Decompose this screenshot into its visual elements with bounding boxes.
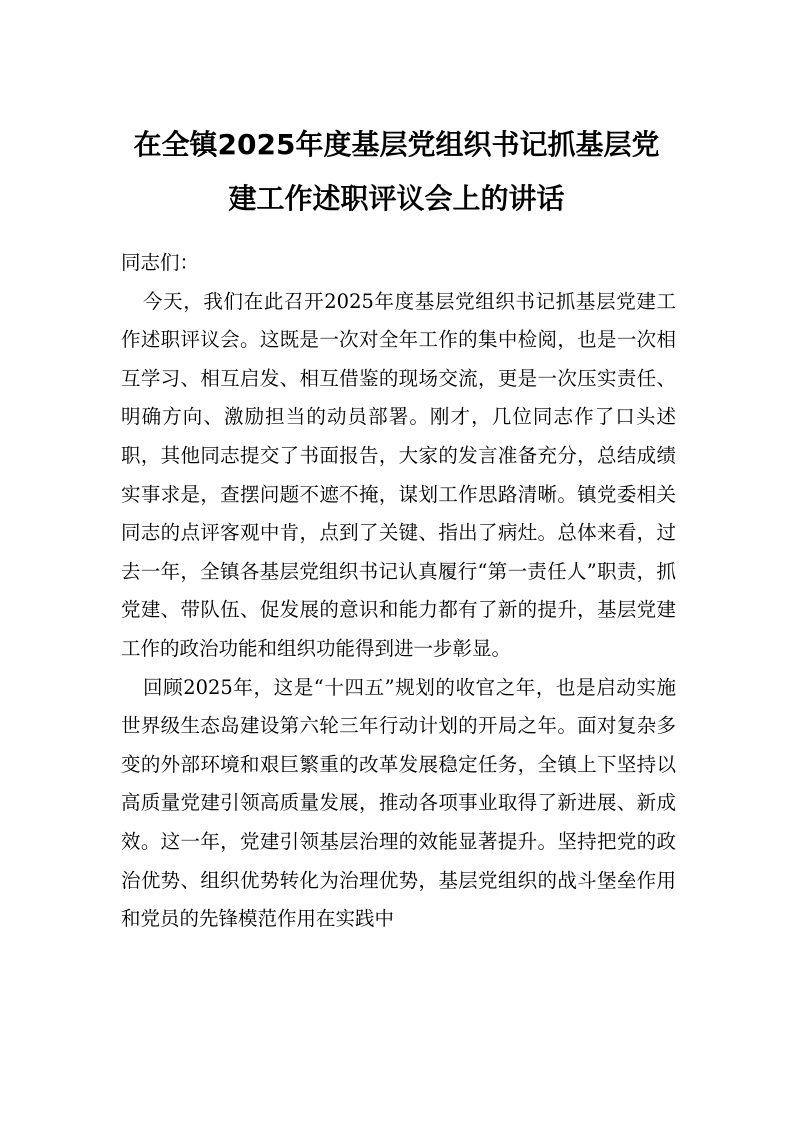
paragraph-1: 今天，我们在此召开2025年度基层党组织书记抓基层党建工作述职评议会。这既是一次对全年工作的集中检阅，也是一次相互学习、相互启发、相互借鉴的现场交流，更是一次压实责任、明确方向、激励担当的动员部署。刚才，几位同志作了口头述职，其他同志提交了书面报告，大家的发言准备充分，总结成绩实事求是，查摆问题不遮不掩，谋划工作思路清晰。镇党委相关同志的点评客观中肯，点到了关键、指出了病灶。总体来看，过去一年，全镇各基层党组织书记认真履行“第一责任人”职责，抓党建、带队伍、促发展的意识和能力都有了新的提升，基层党建工作的政治功能和组织功能得到进一步彰显。 — [121, 289, 676, 660]
salutation: 同志们： — [121, 251, 200, 274]
document-body — [121, 244, 676, 939]
title-line-1: 在全镇2025年度基层党组织书记抓基层党 — [133, 128, 660, 161]
paragraph-2: 回顾2025年，这是“十四五”规划的收官之年，也是启动实施世界级生态岛建设第六轮三年行动计划的开局之年。面对复杂多变的外部环境和艰巨繁重的改革发展稳定任务，全镇上下坚持以高质量党建引领高质量发展，推动各项事业取得了新进展、新成效。这一年，党建引领基层治理的效能显著提升。坚持把党的政治优势、组织优势转化为治理优势，基层党组织的战斗堡垒作用和党员的先锋模范作用在实践中 — [121, 675, 676, 931]
title-line-2: 建工作述职评议会上的讲话 — [228, 182, 565, 215]
document-title — [100, 118, 693, 226]
